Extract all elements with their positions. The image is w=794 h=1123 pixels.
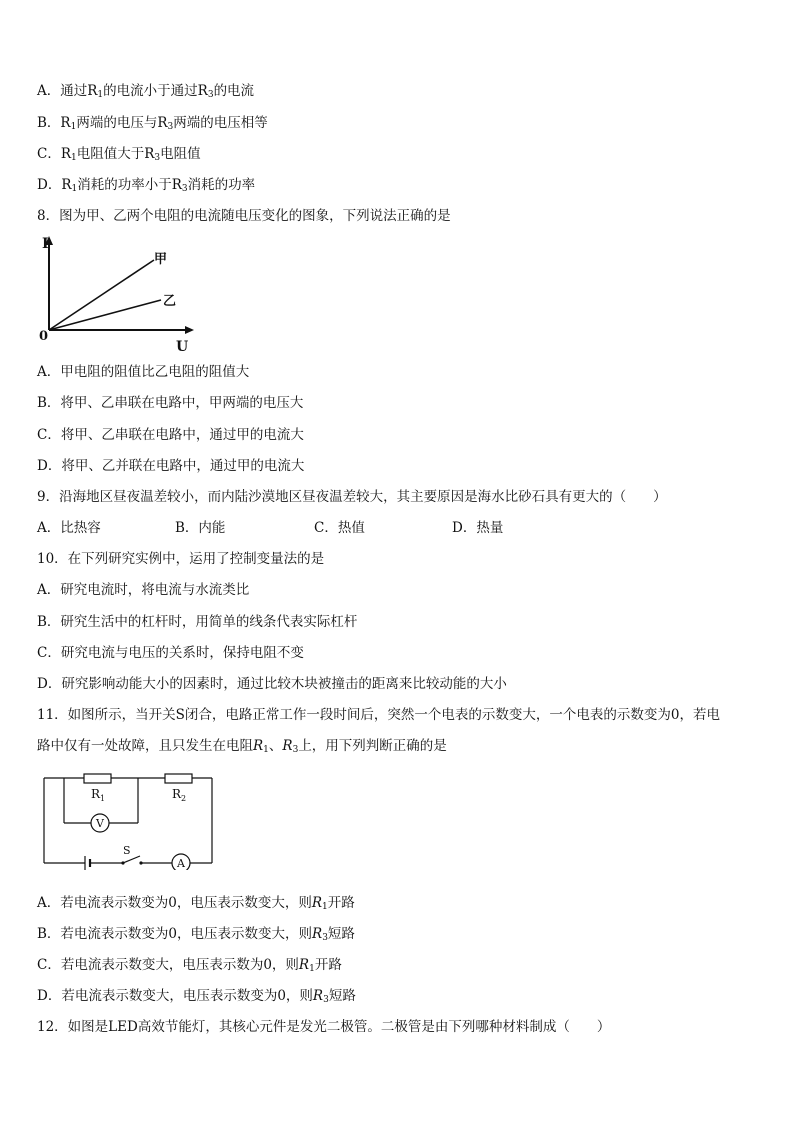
q10-option-a: A．研究电流时，将电流与水流类比	[37, 582, 250, 598]
q7-option-d: D．$R_1$消耗的功率小于$R_3$消耗的功率	[37, 177, 256, 194]
q8-stem: 8．图为甲、乙两个电阻的电流随电压变化的图象，下列说法正确的是	[37, 208, 451, 224]
q7-option-c: C．$R_1$电阻值大于$R_3$电阻值	[37, 146, 201, 163]
x-axis-arrow	[185, 326, 194, 334]
q9-option-b: B．内能	[175, 520, 226, 536]
q11-option-a: A．若电流表示数变为0，电压表示数变大，则$R_1$开路	[37, 895, 355, 912]
q10-stem: 10．在下列研究实例中，运用了控制变量法的是	[37, 551, 325, 567]
q9-option-c: C．热值	[314, 520, 365, 536]
label-switch: S	[123, 844, 131, 857]
q9-stem: 9．沿海地区昼夜温差较小，而内陆沙漠地区昼夜温差较大，其主要原因是海水比砂石具有更大的（ ）	[37, 489, 667, 505]
q9-option-a: A．比热容	[37, 520, 101, 536]
q8-option-a: A．甲电阻的阻值比乙电阻的阻值大	[37, 364, 250, 380]
label-r1: $R_1$	[91, 787, 106, 803]
q10-option-d: D．研究影响动能大小的因素时，通过比较木块被撞击的距离来比较动能的大小	[37, 676, 507, 692]
q11-option-d: D．若电流表示数变大，电压表示数变为0，则$R_3$短路	[37, 988, 356, 1005]
label-jia: 甲	[154, 252, 168, 267]
origin-label: 0	[39, 329, 49, 344]
q10-option-b: B．研究生活中的杠杆时，用简单的线条代表实际杠杆	[37, 614, 358, 630]
resistor-r2	[165, 774, 192, 783]
line-yi	[49, 300, 161, 330]
q11-stem-line2: 路中仅有一处故障，且只发生在电阻$R_1$、$R_3$上，用下列判断正确的是	[37, 738, 447, 755]
q10-option-c: C．研究电流与电压的关系时，保持电阻不变	[37, 645, 304, 661]
q11-option-b: B．若电流表示数变为0，电压表示数变大，则$R_3$短路	[37, 926, 355, 943]
resistor-r1	[84, 774, 111, 783]
q8-option-d: D．将甲、乙并联在电路中，通过甲的电流大	[37, 458, 305, 474]
label-ammeter: A	[177, 857, 185, 870]
switch-s	[123, 856, 140, 863]
x-axis-label: U	[176, 339, 189, 354]
q11-circuit-diagram	[38, 770, 218, 870]
q8-option-c: C．将甲、乙串联在电路中，通过甲的电流大	[37, 427, 304, 443]
q8-iu-graph	[36, 232, 206, 354]
line-jia	[49, 260, 154, 330]
label-yi: 乙	[163, 294, 177, 309]
q9-option-d: D．热量	[452, 520, 504, 536]
q8-option-b: B．将甲、乙串联在电路中，甲两端的电压大	[37, 395, 304, 411]
y-axis-label: I	[42, 236, 49, 252]
q11-stem-line1: 11．如图所示，当开关S闭合，电路正常工作一段时间后，突然一个电表的示数变大，一个电表的示数变为0，若电	[37, 707, 721, 723]
q12-stem: 12．如图是LED高效节能灯，其核心元件是发光二极管。二极管是由下列哪种材料制成（ ）	[37, 1019, 611, 1035]
label-voltmeter: V	[96, 817, 104, 830]
q7-option-b: B．$R_1$两端的电压与$R_3$两端的电压相等	[37, 115, 268, 132]
q11-option-c: C．若电流表示数变大，电压表示数为0，则$R_1$开路	[37, 957, 342, 974]
q7-option-a: A．通过$R_1$的电流小于通过$R_3$的电流	[37, 83, 255, 100]
label-r2: $R_2$	[172, 787, 187, 803]
